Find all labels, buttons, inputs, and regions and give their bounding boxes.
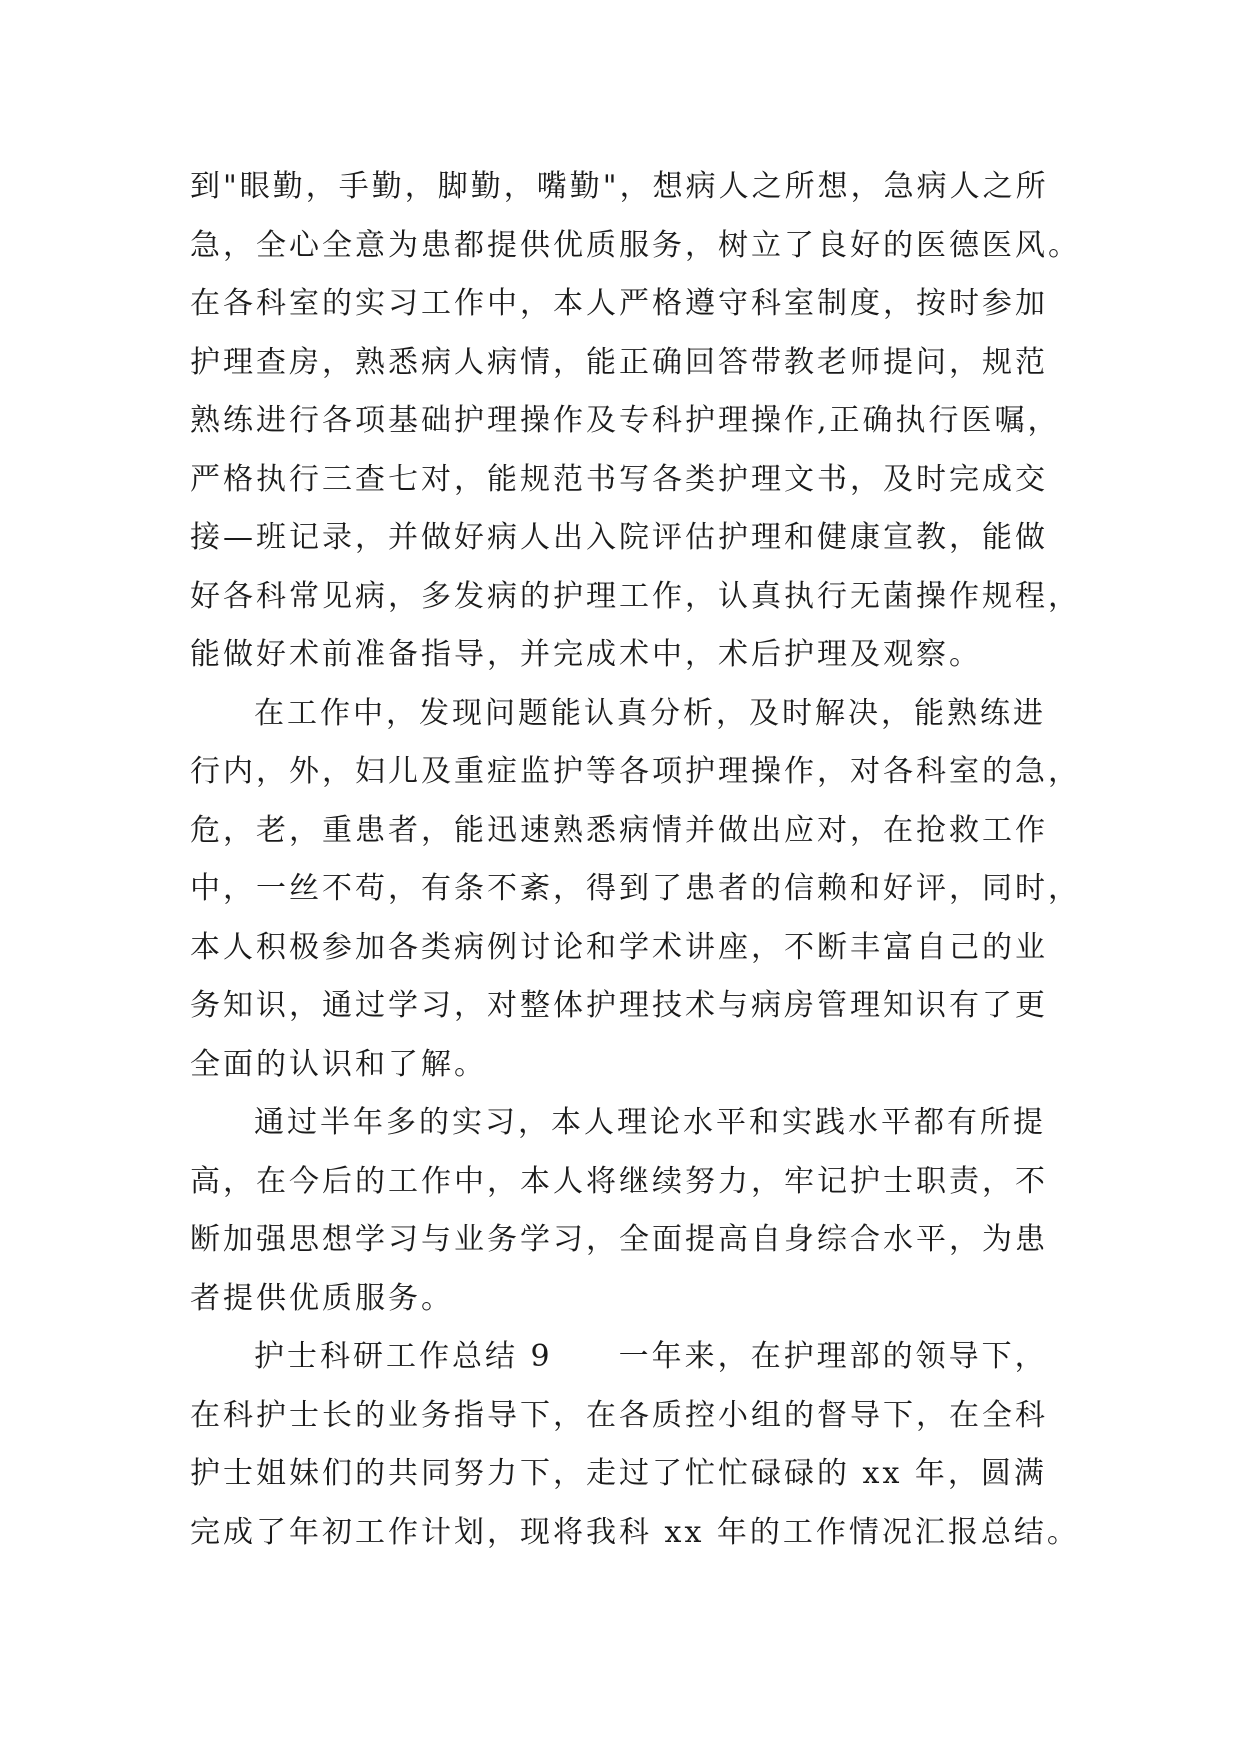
text-line: 者提供优质服务。 (190, 1280, 454, 1316)
text-line-indented: 通过半年多的实习，本人理论水平和实践水平都有所提 (254, 1105, 1046, 1140)
text-line: 在各科室的实习工作中，本人严格遵守科室制度，按时参加 (190, 286, 1048, 321)
text-line: 急，全心全意为患都提供优质服务，树立了良好的医德医风。 (190, 227, 1081, 263)
text-line: 在科护士长的业务指导下，在各质控小组的督导下，在全科 (190, 1397, 1048, 1433)
text-line: 危，老，重患者，能迅速熟悉病情并做出应对，在抢救工作 (190, 812, 1048, 848)
text-line: 本人积极参加各类病例讨论和学术讲座，不断丰富自己的业 (190, 929, 1048, 965)
text-line: 到"眼勤，手勤，脚勤，嘴勤"，想病人之所想，急病人之所 (190, 169, 1049, 204)
text-line-indented: 护士科研工作总结 9 一年来，在护理部的领导下， (254, 1339, 1048, 1374)
paragraph-1 (190, 158, 1081, 685)
text-line: 完成了年初工作计划，现将我科 xx 年的工作情况汇报总结。 (190, 1514, 1080, 1550)
text-line: 务知识，通过学习，对整体护理技术与病房管理知识有了更 (190, 988, 1048, 1023)
text-line-indented: 在工作中，发现问题能认真分析，及时解决，能熟练进 (254, 695, 1046, 731)
text-line: 高，在今后的工作中，本人将继续努力，牢记护士职责，不 (190, 1163, 1048, 1199)
text-line: 行内，外，妇儿及重症监护等各项护理操作，对各科室的急， (190, 754, 1081, 789)
paragraph-3 (190, 1094, 1070, 1328)
text-line: 严格执行三查七对，能规范书写各类护理文书，及时完成交 (190, 461, 1048, 497)
text-line: 断加强思想学习与业务学习，全面提高自身综合水平，为患 (190, 1222, 1048, 1257)
document-body (190, 158, 1081, 1562)
paragraph-2 (190, 685, 1081, 1095)
text-line: 好各科常见病，多发病的护理工作，认真执行无菌操作规程， (190, 578, 1081, 614)
text-line: 护士姐妹们的共同努力下，走过了忙忙碌碌的 xx 年，圆满 (190, 1456, 1047, 1491)
text-line: 接—班记录，并做好病人出入院评估护理和健康宣教，能做 (190, 520, 1048, 555)
text-line: 护理查房，熟悉病人病情，能正确回答带教老师提问，规范 (190, 344, 1048, 380)
paragraph-4 (190, 1328, 1080, 1562)
text-line: 中，一丝不苟，有条不紊，得到了患者的信赖和好评，同时， (190, 871, 1081, 906)
text-line: 能做好术前准备指导，并完成术中，术后护理及观察。 (190, 637, 982, 672)
text-line: 熟练进行各项基础护理操作及专科护理操作,正确执行医嘱， (190, 403, 1061, 438)
text-line: 全面的认识和了解。 (190, 1046, 487, 1082)
